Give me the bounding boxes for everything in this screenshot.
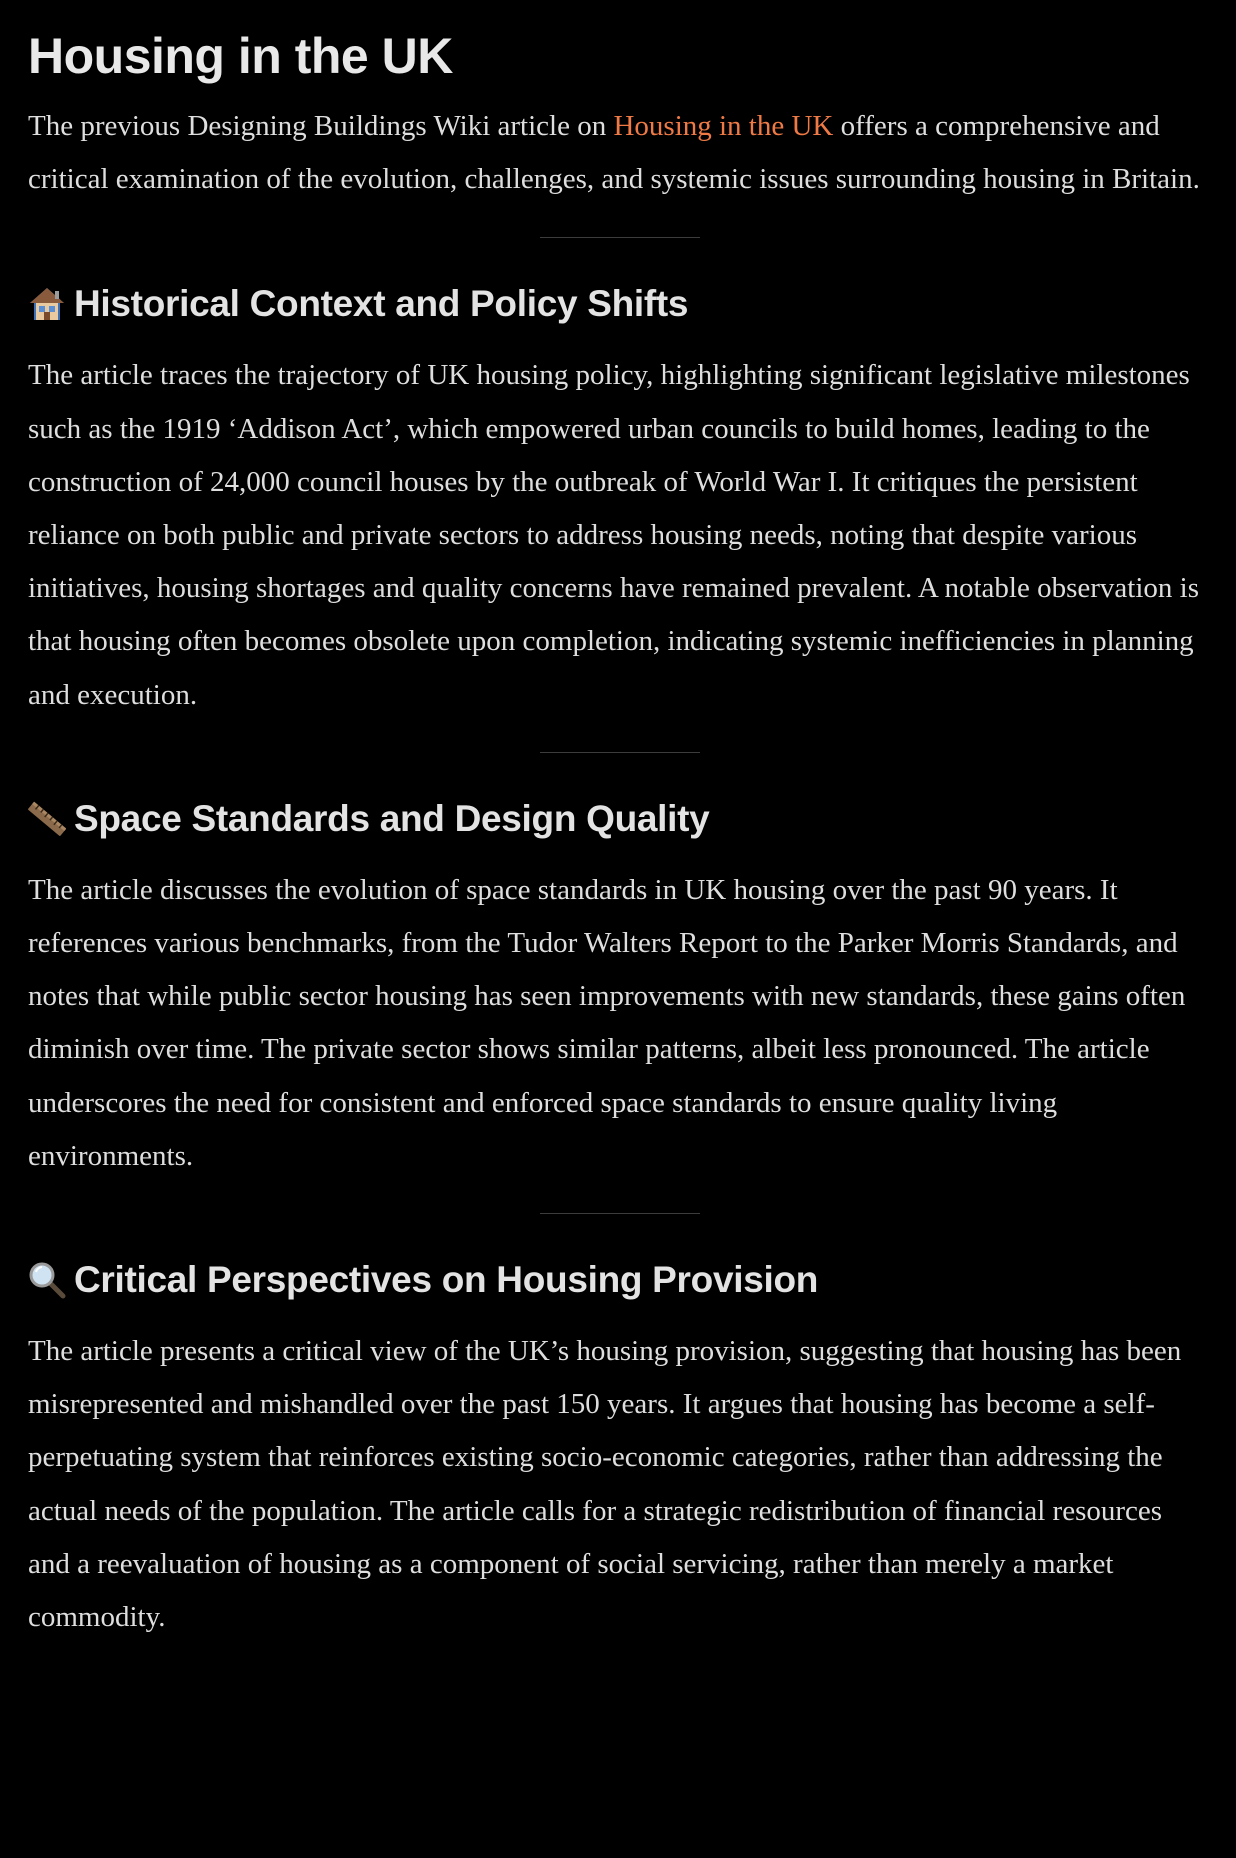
section-heading: [28, 797, 1208, 841]
intro-text-before: The previous Designing Buildings Wiki article on: [28, 110, 614, 142]
section-heading-text: Space Standards and Design Quality: [74, 797, 710, 839]
section-critical-perspectives: [28, 1258, 1208, 1644]
house-icon: [28, 285, 66, 323]
section-body: The article traces the trajectory of UK housing policy, highlighting significant legislative milestones such as the 1919 ‘Addison Act’, which empowered urban councils to build homes, leading to the construction of 24,000 council houses by the outbreak of World War I. It critiques the persistent reliance on both public and private sectors to address housing needs, noting that despite various initiatives, housing shortages and quality concerns have remained prevalent. A notable observation is that housing often becomes obsolete upon completion, indicating systemic inefficiencies in planning and execution.: [28, 359, 1199, 711]
section-heading-text: Critical Perspectives on Housing Provision: [74, 1259, 819, 1301]
section-heading-text: Historical Context and Policy Shifts: [74, 283, 689, 325]
page-title: Housing in the UK: [28, 28, 453, 84]
ruler-icon: [28, 800, 66, 838]
section-body: The article discusses the evolution of space standards in UK housing over the past 90 years. It references various benchmarks, from the Tudor Walters Report to the Parker Morris Standards, and notes that while public sector housing has seen improvements with new standards, these gains often diminish over time. The private sector shows similar patterns, albeit less pronounced. The article underscores the need for consistent and enforced space standards to ensure quality living environments.: [28, 873, 1186, 1172]
section-historical-context: [28, 282, 1208, 721]
magnifier-icon: [28, 1261, 66, 1299]
housing-in-the-uk-link[interactable]: Housing in the UK: [613, 110, 834, 142]
article: [28, 0, 1208, 1644]
section-heading: [28, 282, 1208, 326]
section-body: The article presents a critical view of the UK’s housing provision, suggesting that housing has been misrepresented and mishandled over the past 150 years. It argues that housing has become a self-perpetuating system that reinforces existing socio-economic categories, rather than addressing the actual needs of the population. The article calls for a strategic redistribution of financial resources and a reevaluation of housing as a component of social servicing, rather than merely a market commodity.: [28, 1335, 1182, 1634]
section-space-standards: [28, 797, 1208, 1183]
section-heading: [28, 1258, 1208, 1302]
intro-paragraph: [28, 100, 1208, 206]
intro-text-after: offers a comprehensive and critical examination of the evolution, challenges, and systemic issues surrounding housing in Britain.: [28, 110, 1200, 196]
